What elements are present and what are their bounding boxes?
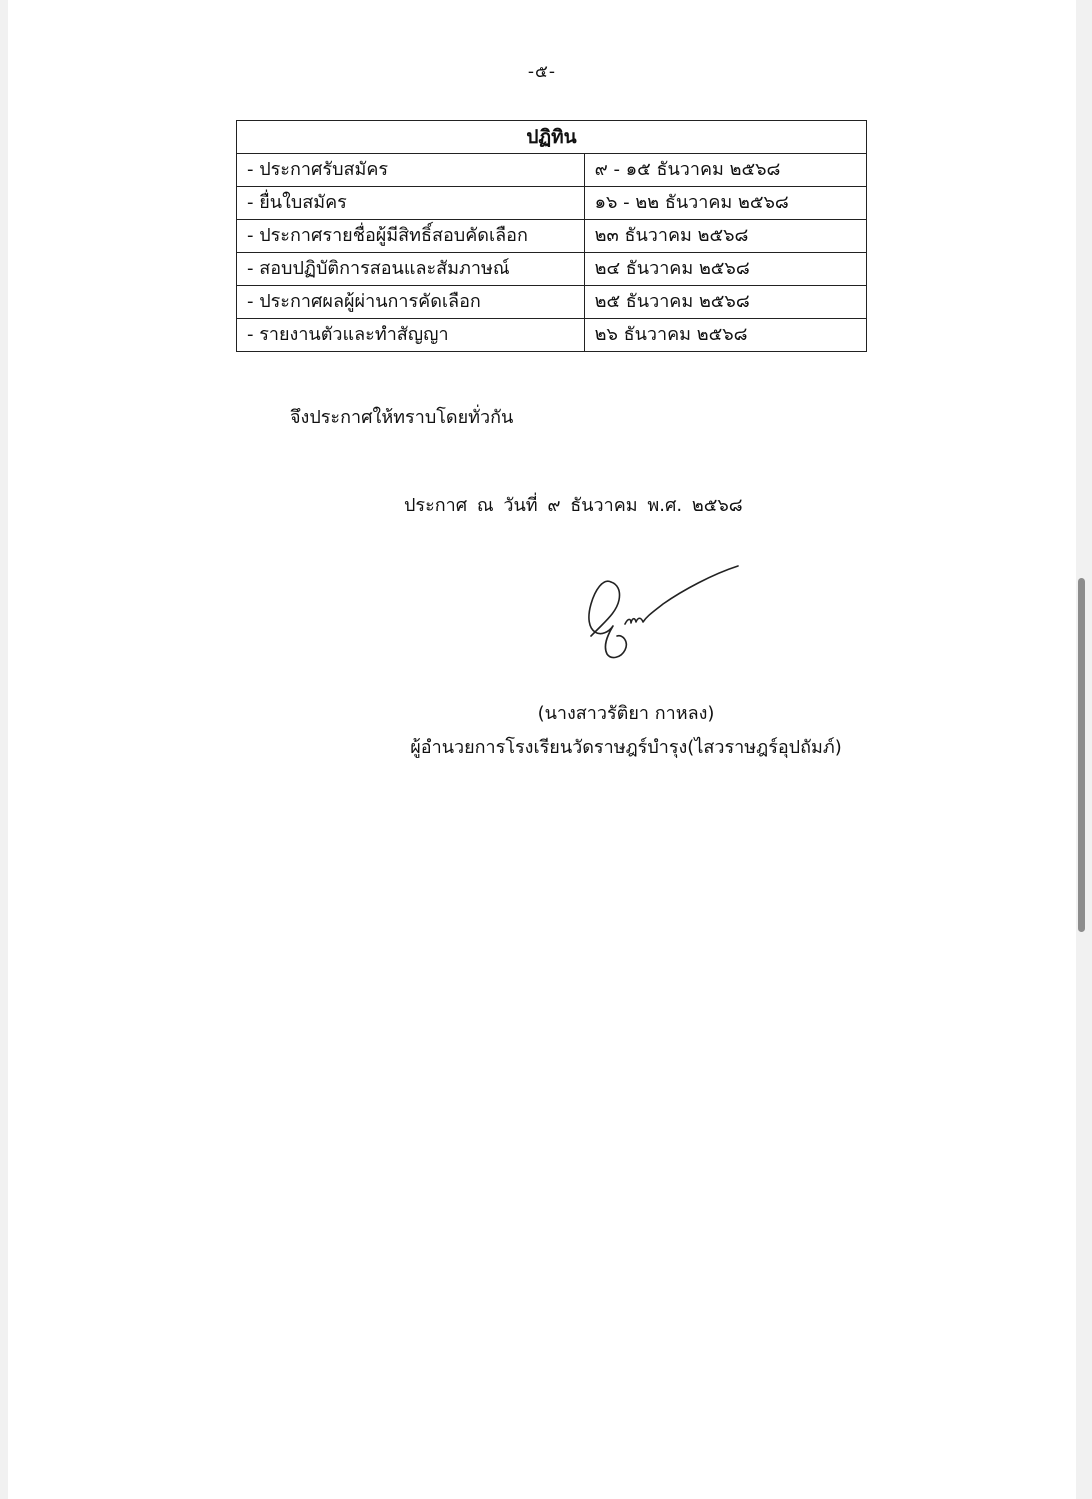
signer-name: (นางสาวรัติยา กาหลง) bbox=[537, 703, 715, 724]
schedule-table bbox=[236, 120, 867, 352]
schedule-activity: - ยื่นใบสมัคร bbox=[237, 187, 585, 220]
schedule-activity: - ประกาศรายชื่อผู้มีสิทธิ์สอบคัดเลือก bbox=[237, 220, 585, 253]
schedule-row bbox=[237, 187, 867, 220]
closing-statement: จึงประกาศให้ทราบโดยทั่วกัน bbox=[290, 407, 514, 428]
scrollbar-thumb[interactable] bbox=[1078, 578, 1085, 932]
announcement-date: ประกาศ ณ วันที่ ๙ ธันวาคม พ.ศ. ๒๕๖๘ bbox=[404, 495, 743, 516]
schedule-row bbox=[237, 154, 867, 187]
schedule-activity: - สอบปฏิบัติการสอนและสัมภาษณ์ bbox=[237, 253, 585, 286]
schedule-date: ๒๔ ธันวาคม ๒๕๖๘ bbox=[584, 253, 866, 286]
schedule-row bbox=[237, 286, 867, 319]
schedule-date: ๒๕ ธันวาคม ๒๕๖๘ bbox=[584, 286, 866, 319]
schedule-date: ๒๖ ธันวาคม ๒๕๖๘ bbox=[584, 319, 866, 352]
schedule-date: ๒๓ ธันวาคม ๒๕๖๘ bbox=[584, 220, 866, 253]
schedule-activity: - ประกาศผลผู้ผ่านการคัดเลือก bbox=[237, 286, 585, 319]
schedule-date: ๙ - ๑๕ ธันวาคม ๒๕๖๘ bbox=[584, 154, 866, 187]
document-page bbox=[8, 0, 1076, 1499]
handwritten-signature bbox=[573, 560, 743, 670]
signer-title: ผู้อำนวยการโรงเรียนวัดราษฎร์บำรุง(ไสวราษฎร์อุปถัมภ์) bbox=[410, 737, 842, 758]
schedule-row bbox=[237, 319, 867, 352]
page-number: -๕- bbox=[527, 62, 557, 82]
schedule-row bbox=[237, 253, 867, 286]
schedule-activity: - รายงานตัวและทำสัญญา bbox=[237, 319, 585, 352]
schedule-header: ปฏิทิน bbox=[237, 121, 867, 154]
schedule-date: ๑๖ - ๒๒ ธันวาคม ๒๕๖๘ bbox=[584, 187, 866, 220]
schedule-row bbox=[237, 220, 867, 253]
schedule-header-row bbox=[237, 121, 867, 154]
schedule-activity: - ประกาศรับสมัคร bbox=[237, 154, 585, 187]
